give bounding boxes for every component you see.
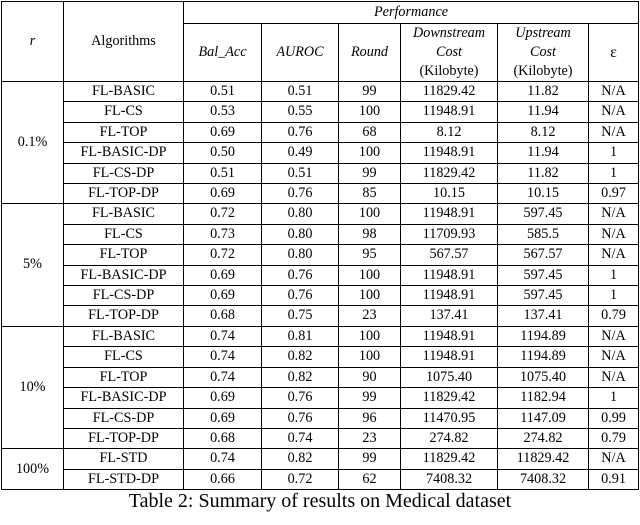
cell-upstream: 11829.42 xyxy=(498,449,589,469)
table-row xyxy=(2,388,639,408)
table-row xyxy=(2,82,639,102)
algorithm-name: FL-TOP xyxy=(64,367,184,387)
cell-upstream: 597.45 xyxy=(498,204,589,224)
cell-bal_acc: 0.53 xyxy=(184,102,262,122)
cell-downstream: 11829.42 xyxy=(401,388,498,408)
header-upstream-line-3: (Kilobyte) xyxy=(498,62,589,82)
algorithm-name: FL-CS-DP xyxy=(64,408,184,428)
cell-upstream: 1182.94 xyxy=(498,388,589,408)
table-row xyxy=(2,408,639,428)
table-row xyxy=(2,163,639,183)
cell-round: 68 xyxy=(339,122,401,142)
cell-upstream: 1147.09 xyxy=(498,408,589,428)
cell-epsilon: 0.79 xyxy=(589,306,639,326)
cell-round: 85 xyxy=(339,184,401,204)
cell-bal_acc: 0.74 xyxy=(184,449,262,469)
cell-round: 90 xyxy=(339,367,401,387)
cell-downstream: 1075.40 xyxy=(401,367,498,387)
cell-downstream: 567.57 xyxy=(401,245,498,265)
cell-round: 99 xyxy=(339,82,401,102)
table-row xyxy=(2,224,639,244)
cell-epsilon: N/A xyxy=(589,204,639,224)
cell-auroc: 0.51 xyxy=(262,82,339,102)
cell-bal_acc: 0.51 xyxy=(184,82,262,102)
cell-bal_acc: 0.69 xyxy=(184,408,262,428)
table-row xyxy=(2,184,639,204)
cell-auroc: 0.82 xyxy=(262,367,339,387)
cell-upstream: 274.82 xyxy=(498,428,589,448)
cell-round: 100 xyxy=(339,326,401,346)
cell-downstream: 274.82 xyxy=(401,428,498,448)
cell-epsilon: N/A xyxy=(589,82,639,102)
algorithm-name: FL-TOP-DP xyxy=(64,306,184,326)
cell-round: 96 xyxy=(339,408,401,428)
cell-epsilon: N/A xyxy=(589,449,639,469)
cell-epsilon: 1 xyxy=(589,143,639,163)
algorithm-name: FL-BASIC xyxy=(64,204,184,224)
cell-bal_acc: 0.74 xyxy=(184,347,262,367)
cell-round: 100 xyxy=(339,102,401,122)
table-row xyxy=(2,326,639,346)
cell-downstream: 11829.42 xyxy=(401,449,498,469)
header-bal_acc: Bal_Acc xyxy=(184,24,262,82)
algorithm-name: FL-CS xyxy=(64,347,184,367)
cell-round: 23 xyxy=(339,306,401,326)
cell-auroc: 0.82 xyxy=(262,449,339,469)
cell-round: 99 xyxy=(339,449,401,469)
cell-upstream: 8.12 xyxy=(498,122,589,142)
algorithm-name: FL-CS xyxy=(64,102,184,122)
header-downstream-line-3: (Kilobyte) xyxy=(401,62,498,82)
cell-auroc: 0.74 xyxy=(262,428,339,448)
cell-epsilon: N/A xyxy=(589,102,639,122)
cell-auroc: 0.51 xyxy=(262,163,339,183)
cell-auroc: 0.75 xyxy=(262,306,339,326)
cell-auroc: 0.72 xyxy=(262,469,339,489)
algorithm-name: FL-BASIC-DP xyxy=(64,388,184,408)
cell-downstream: 11709.93 xyxy=(401,224,498,244)
cell-epsilon: N/A xyxy=(589,367,639,387)
cell-epsilon: 1 xyxy=(589,163,639,183)
cell-epsilon: N/A xyxy=(589,224,639,244)
cell-downstream: 8.12 xyxy=(401,122,498,142)
cell-round: 100 xyxy=(339,204,401,224)
cell-auroc: 0.82 xyxy=(262,347,339,367)
cell-epsilon: 0.97 xyxy=(589,184,639,204)
r-value: 0.1% xyxy=(2,82,64,204)
algorithm-name: FL-STD xyxy=(64,449,184,469)
cell-round: 100 xyxy=(339,265,401,285)
cell-upstream: 11.82 xyxy=(498,82,589,102)
r-value: 5% xyxy=(2,204,64,326)
cell-round: 100 xyxy=(339,347,401,367)
table-row xyxy=(2,102,639,122)
cell-epsilon: N/A xyxy=(589,347,639,367)
cell-upstream: 7408.32 xyxy=(498,469,589,489)
cell-bal_acc: 0.69 xyxy=(184,184,262,204)
cell-round: 98 xyxy=(339,224,401,244)
cell-bal_acc: 0.69 xyxy=(184,122,262,142)
header-r: r xyxy=(2,2,64,82)
table-body xyxy=(2,82,639,490)
cell-round: 100 xyxy=(339,143,401,163)
cell-upstream: 597.45 xyxy=(498,286,589,306)
table-row xyxy=(2,143,639,163)
cell-auroc: 0.76 xyxy=(262,286,339,306)
cell-auroc: 0.76 xyxy=(262,408,339,428)
results-table xyxy=(1,1,639,490)
table-row xyxy=(2,469,639,489)
cell-auroc: 0.80 xyxy=(262,224,339,244)
header-round: Round xyxy=(339,24,401,82)
cell-downstream: 137.41 xyxy=(401,306,498,326)
algorithm-name: FL-STD-DP xyxy=(64,469,184,489)
cell-auroc: 0.76 xyxy=(262,184,339,204)
cell-auroc: 0.76 xyxy=(262,265,339,285)
header-algorithms: Algorithms xyxy=(64,2,184,82)
table-row xyxy=(2,449,639,469)
cell-bal_acc: 0.50 xyxy=(184,143,262,163)
cell-epsilon: N/A xyxy=(589,245,639,265)
cell-auroc: 0.80 xyxy=(262,204,339,224)
algorithm-name: FL-TOP-DP xyxy=(64,184,184,204)
header-downstream-line-1: Downstream xyxy=(401,24,498,44)
algorithm-name: FL-CS-DP xyxy=(64,163,184,183)
cell-auroc: 0.76 xyxy=(262,388,339,408)
table-header xyxy=(2,2,639,82)
cell-epsilon: N/A xyxy=(589,326,639,346)
cell-downstream: 10.15 xyxy=(401,184,498,204)
cell-bal_acc: 0.51 xyxy=(184,163,262,183)
cell-auroc: 0.55 xyxy=(262,102,339,122)
cell-downstream: 11948.91 xyxy=(401,265,498,285)
cell-upstream: 10.15 xyxy=(498,184,589,204)
cell-bal_acc: 0.69 xyxy=(184,388,262,408)
header-upstream-line-1: Upstream xyxy=(498,24,589,44)
header-downstream-line-2: Cost xyxy=(401,43,498,62)
cell-upstream: 1075.40 xyxy=(498,367,589,387)
header-auroc: AUROC xyxy=(262,24,339,82)
cell-upstream: 137.41 xyxy=(498,306,589,326)
cell-downstream: 7408.32 xyxy=(401,469,498,489)
cell-downstream: 11948.91 xyxy=(401,102,498,122)
cell-downstream: 11948.91 xyxy=(401,286,498,306)
cell-epsilon: 0.99 xyxy=(589,408,639,428)
cell-epsilon: 0.91 xyxy=(589,469,639,489)
cell-downstream: 11948.91 xyxy=(401,204,498,224)
header-epsilon: ε xyxy=(589,24,639,82)
header-performance: Performance xyxy=(184,2,639,24)
cell-upstream: 585.5 xyxy=(498,224,589,244)
cell-auroc: 0.49 xyxy=(262,143,339,163)
table-row xyxy=(2,265,639,285)
table-row xyxy=(2,122,639,142)
table-row xyxy=(2,245,639,265)
algorithm-name: FL-TOP xyxy=(64,245,184,265)
algorithm-name: FL-BASIC xyxy=(64,326,184,346)
cell-upstream: 567.57 xyxy=(498,245,589,265)
cell-bal_acc: 0.66 xyxy=(184,469,262,489)
algorithm-name: FL-BASIC xyxy=(64,82,184,102)
algorithm-name: FL-BASIC-DP xyxy=(64,143,184,163)
cell-epsilon: 1 xyxy=(589,388,639,408)
cell-round: 62 xyxy=(339,469,401,489)
table-row xyxy=(2,367,639,387)
cell-auroc: 0.81 xyxy=(262,326,339,346)
cell-upstream: 11.82 xyxy=(498,163,589,183)
cell-upstream: 1194.89 xyxy=(498,326,589,346)
cell-bal_acc: 0.74 xyxy=(184,326,262,346)
table-row xyxy=(2,306,639,326)
cell-upstream: 597.45 xyxy=(498,265,589,285)
cell-upstream: 1194.89 xyxy=(498,347,589,367)
cell-downstream: 11829.42 xyxy=(401,163,498,183)
algorithm-name: FL-CS xyxy=(64,224,184,244)
cell-round: 99 xyxy=(339,163,401,183)
table-row xyxy=(2,204,639,224)
algorithm-name: FL-BASIC-DP xyxy=(64,265,184,285)
cell-bal_acc: 0.72 xyxy=(184,204,262,224)
table-row xyxy=(2,428,639,448)
cell-bal_acc: 0.68 xyxy=(184,428,262,448)
cell-epsilon: 1 xyxy=(589,265,639,285)
cell-bal_acc: 0.68 xyxy=(184,306,262,326)
table-row xyxy=(2,286,639,306)
r-value: 100% xyxy=(2,449,64,490)
cell-downstream: 11829.42 xyxy=(401,82,498,102)
cell-round: 23 xyxy=(339,428,401,448)
cell-bal_acc: 0.69 xyxy=(184,286,262,306)
cell-auroc: 0.80 xyxy=(262,245,339,265)
r-value: 10% xyxy=(2,326,64,448)
cell-downstream: 11948.91 xyxy=(401,347,498,367)
cell-downstream: 11948.91 xyxy=(401,143,498,163)
cell-epsilon: 1 xyxy=(589,286,639,306)
cell-bal_acc: 0.72 xyxy=(184,245,262,265)
cell-round: 99 xyxy=(339,388,401,408)
cell-upstream: 11.94 xyxy=(498,102,589,122)
algorithm-name: FL-TOP xyxy=(64,122,184,142)
cell-bal_acc: 0.69 xyxy=(184,265,262,285)
cell-auroc: 0.76 xyxy=(262,122,339,142)
table-row xyxy=(2,347,639,367)
table-caption: Table 2: Summary of results on Medical dataset xyxy=(128,490,512,512)
cell-bal_acc: 0.73 xyxy=(184,224,262,244)
cell-round: 100 xyxy=(339,286,401,306)
cell-downstream: 11948.91 xyxy=(401,326,498,346)
cell-bal_acc: 0.74 xyxy=(184,367,262,387)
cell-upstream: 11.94 xyxy=(498,143,589,163)
algorithm-name: FL-CS-DP xyxy=(64,286,184,306)
cell-round: 95 xyxy=(339,245,401,265)
cell-epsilon: 0.79 xyxy=(589,428,639,448)
header-upstream-line-2: Cost xyxy=(498,43,589,62)
cell-downstream: 11470.95 xyxy=(401,408,498,428)
cell-epsilon: N/A xyxy=(589,122,639,142)
algorithm-name: FL-TOP-DP xyxy=(64,428,184,448)
